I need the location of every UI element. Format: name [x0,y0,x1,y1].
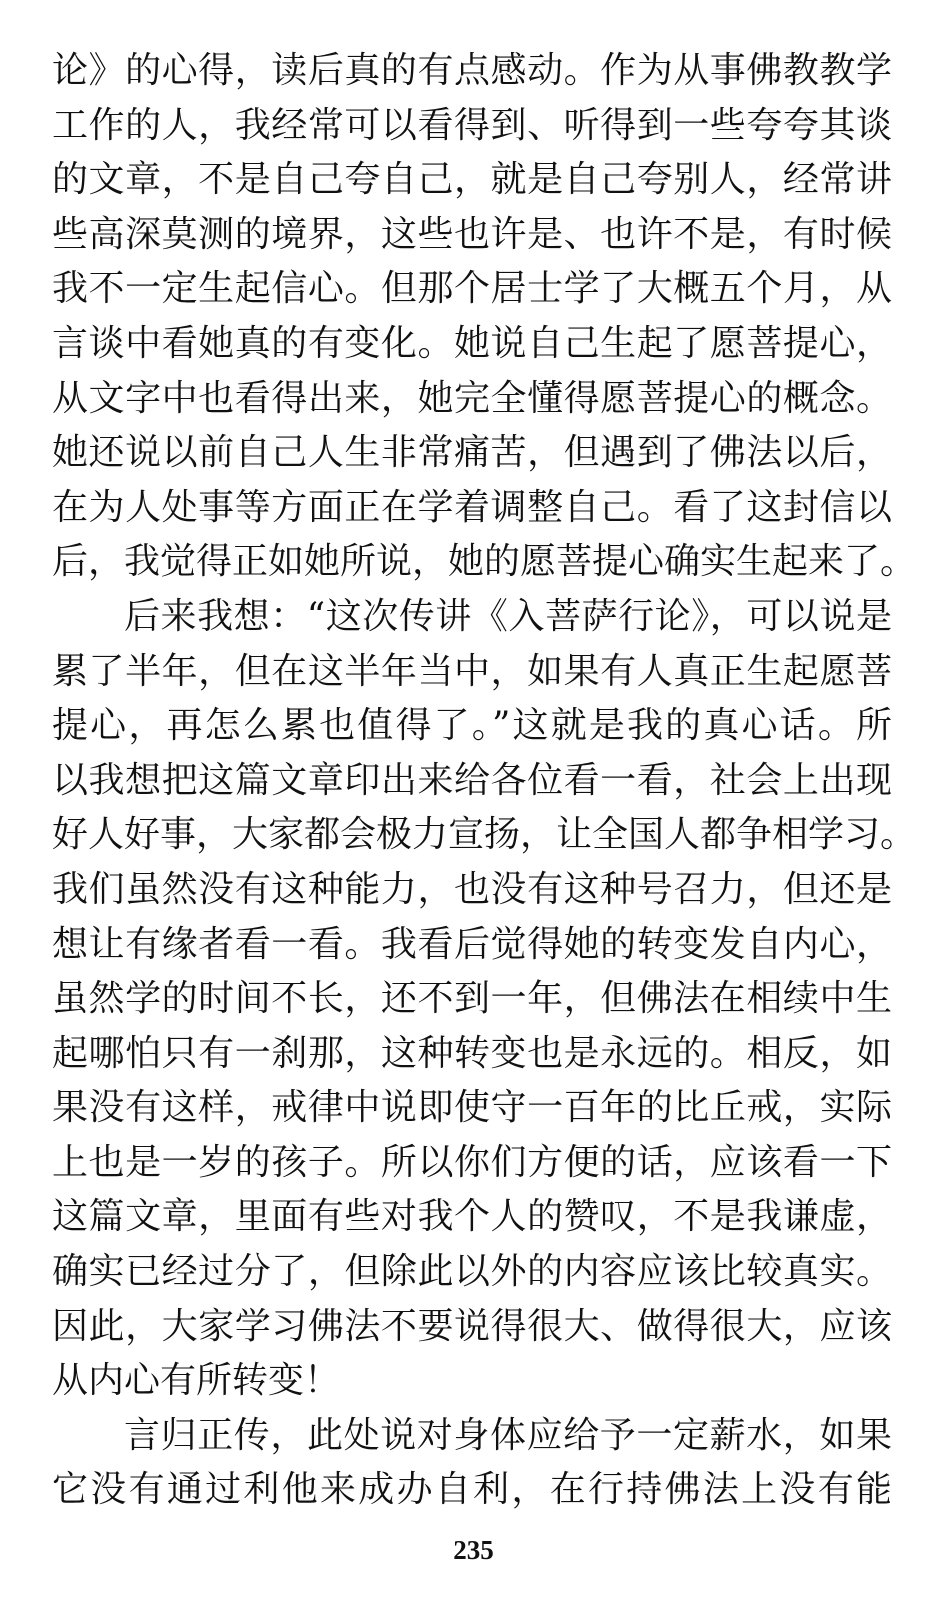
text-line: 起哪怕只有一刹那，这种转变也是永远的。相反，如 [52,1032,892,1074]
text-line: 上也是一岁的孩子。所以你们方便的话，应该看一下 [52,1141,892,1183]
text-line-paragraph-start: 后来我想：“这次传讲《入菩萨行论》，可以说是 [124,595,892,637]
text-line: 从文字中也看得出来，她完全懂得愿菩提心的概念。 [52,377,892,419]
text-line: 累了半年，但在这半年当中，如果有人真正生起愿菩 [52,650,892,692]
text-line: 我们虽然没有这种能力，也没有这种号召力，但还是 [52,868,892,910]
text-line: 这篇文章，里面有些对我个人的赞叹，不是我谦虚， [52,1196,892,1238]
text-line: 以我想把这篇文章印出来给各位看一看，社会上出现 [52,759,892,801]
text-line: 提心，再怎么累也值得了。”这就是我的真心话。所 [52,705,892,747]
page-number: 235 [453,1535,494,1565]
text-line-paragraph-start: 言归正传，此处说对身体应给予一定薪水，如果 [124,1414,892,1456]
text-line: 的文章，不是自己夸自己，就是自己夸别人，经常讲 [52,159,892,201]
text-line: 她还说以前自己人生非常痛苦，但遇到了佛法以后， [52,432,892,474]
text-line: 虽然学的时间不长，还不到一年，但佛法在相续中生 [52,978,892,1020]
text-line: 言谈中看她真的有变化。她说自己生起了愿菩提心， [52,322,892,364]
text-line: 因此，大家学习佛法不要说得很大、做得很大，应该 [52,1305,892,1347]
text-line: 果没有这样，戒律中说即使守一百年的比丘戒，实际 [52,1087,892,1129]
text-line: 我不一定生起信心。但那个居士学了大概五个月，从 [52,268,892,310]
text-line: 确实已经过分了，但除此以外的内容应该比较真实。 [52,1251,892,1293]
text-line: 些高深莫测的境界，这些也许是、也许不是，有时候 [52,213,892,255]
text-line: 好人好事，大家都会极力宣扬，让全国人都争相学习。 [52,814,917,856]
text-line-paragraph-end: 从内心有所转变！ [52,1360,341,1402]
text-line: 工作的人，我经常可以看得到、听得到一些夸夸其谈 [52,104,892,146]
body-text [52,44,917,1518]
text-line: 论》的心得，读后真的有点感动。作为从事佛教教学 [52,50,892,91]
text-line: 后，我觉得正如她所说，她的愿菩提心确实生起来了。 [52,541,917,583]
text-line: 在为人处事等方面正在学着调整自己。看了这封信以 [52,486,892,528]
text-line: 想让有缘者看一看。我看后觉得她的转变发自内心， [52,923,892,965]
text-line: 它没有通过利他来成办自利，在行持佛法上没有能 [52,1469,892,1511]
